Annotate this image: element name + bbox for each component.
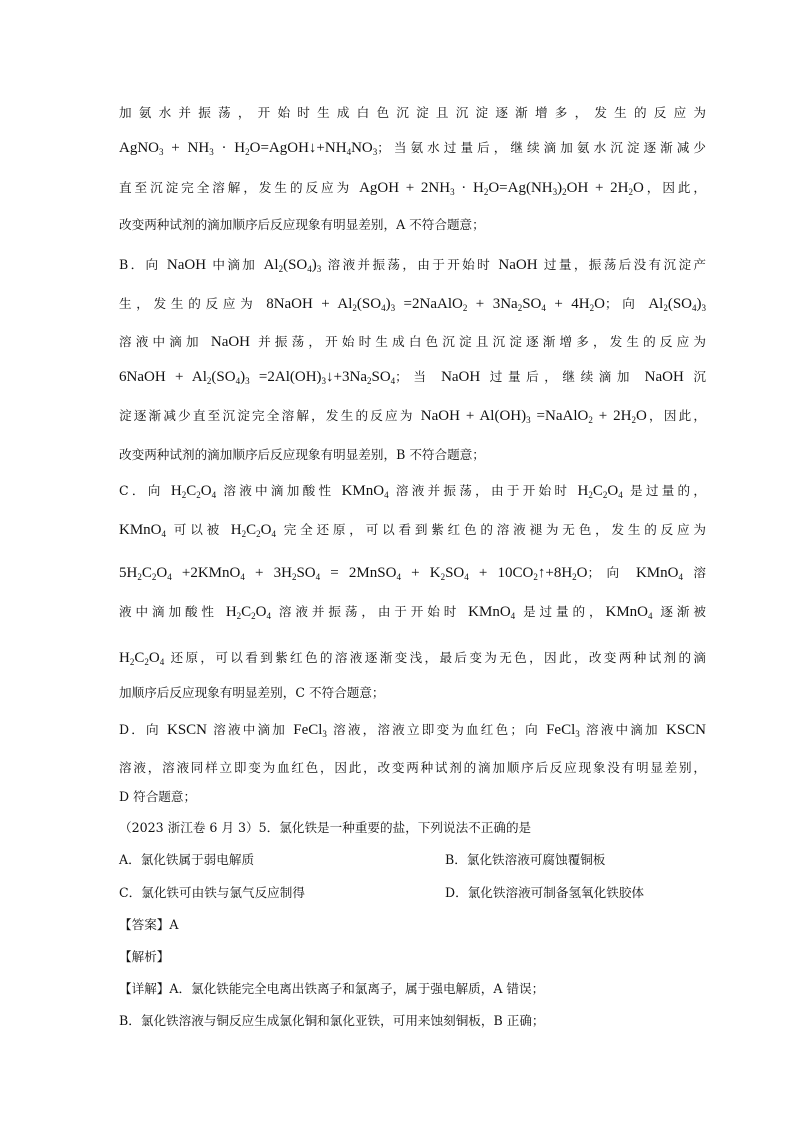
detail-line-2: B．氯化铁溶液与铜反应生成氯化铜和氯化亚铁，可用来蚀刻铜板，B 正确； — [119, 1013, 545, 1028]
text-line-6: 生，发生的反应为 8NaOH + $Al_2(SO_4)_3$ =2NaAlO$_2$ + $3Na_2SO_4 + 4H_2O$；向 $Al_2(SO_4)_3$ — [119, 296, 706, 313]
text-line-10: 改变两种试剂的滴加顺序后反应现象有明显差别，B 不符合题意； — [119, 447, 485, 462]
option-b: B．氯化铁溶液可腐蚀覆铜板 — [445, 852, 606, 867]
text-line-17: D．向 KSCN 溶液中滴加 FeCl$_3$ 溶液，溶液立即变为血红色；向 FeCl$_3$ 溶液中滴加 KSCN — [119, 722, 706, 739]
text-line-8: 6NaOH + $Al_2(SO_4)_3$ $=2Al(OH)_3↓+3Na_2SO_4$；当 NaOH 过量后，继续滴加 NaOH 沉 — [119, 369, 706, 386]
text-line-15: $H_2C_2O_4$ 还原，可以看到紫红色的溶液逐渐变浅，最后变为无色，因此，改变两种试剂的滴 — [119, 650, 706, 667]
option-d: D．氯化铁溶液可制备氢氧化铁胶体 — [445, 885, 645, 900]
text-line-14: 液中滴加酸性 $H_2C_2O_4$ 溶液并振荡，由于开始时 KMnO$_4$ 是过量的，KMnO$_4$ 逐渐被 — [119, 604, 706, 621]
answer-line: 【答案】A — [119, 917, 179, 932]
option-a: A．氯化铁属于弱电解质 — [119, 852, 255, 867]
analysis-heading: 【解析】 — [119, 949, 170, 964]
question-stem: （2023 浙江卷 6 月 3）5．氯化铁是一种重要的盐，下列说法不正确的是 — [119, 820, 532, 835]
option-c: C．氯化铁可由铁与氯气反应制得 — [119, 885, 305, 900]
text-line-16: 加顺序后反应现象有明显差别，C 不符合题意； — [119, 685, 385, 700]
text-line-18: 溶液，溶液同样立即变为血红色，因此，改变两种试剂的滴加顺序后反应现象没有明显差别， — [119, 760, 706, 775]
text-line-2: AgNO$_3$ + $NH_3$ · $H_2O=AgOH↓+NH_4NO_3$；当氨水过量后，继续滴加氨水沉淀逐渐减少 — [119, 140, 706, 157]
text-line-4: 改变两种试剂的滴加顺序后反应现象有明显差别，A 不符合题意； — [119, 217, 485, 232]
text-line-13: $5H_2C_2O_4$ +2KMnO$_4$ + $3H_2SO_4$ = 2MnSO$_4$ + $K_2SO_4$ + $10CO_2↑+8H_2O$；向 KMnO$_4$ 溶 — [119, 565, 706, 582]
text-line-11: C．向 $H_2C_2O_4$ 溶液中滴加酸性 KMnO$_4$ 溶液并振荡，由于开始时 $H_2C_2O_4$ 是过量的， — [119, 483, 706, 500]
text-line-19: D 符合题意； — [119, 789, 197, 804]
detail-line-1: 【详解】A．氯化铁能完全电离出铁离子和氯离子，属于强电解质，A 错误； — [119, 981, 545, 996]
text-line-7: 溶液中滴加 NaOH 并振荡，开始时生成白色沉淀且沉淀逐渐增多，发生的反应为 — [119, 334, 706, 350]
text-line-12: KMnO$_4$ 可以被 $H_2C_2O_4$ 完全还原，可以看到紫红色的溶液褪为无色，发生的反应为 — [119, 522, 706, 539]
text-line-9: 淀逐渐减少直至沉淀完全溶解，发生的反应为 NaOH + $Al(OH)_3$ =NaAlO$_2$ + $2H_2O$，因此， — [119, 408, 706, 425]
text-line-1: 加氨水并振荡，开始时生成白色沉淀且沉淀逐渐增多，发生的反应为 — [119, 105, 706, 120]
text-line-5: B．向 NaOH 中滴加 $Al_2(SO_4)_3$ 溶液并振荡，由于开始时 NaOH 过量，振荡后没有沉淀产 — [119, 257, 706, 274]
text-line-3: 直至沉淀完全溶解，发生的反应为 AgOH + $2NH_3 \cdot H_2O=Ag(NH_3)_2OH + 2H_2O$，因此， — [119, 180, 706, 197]
